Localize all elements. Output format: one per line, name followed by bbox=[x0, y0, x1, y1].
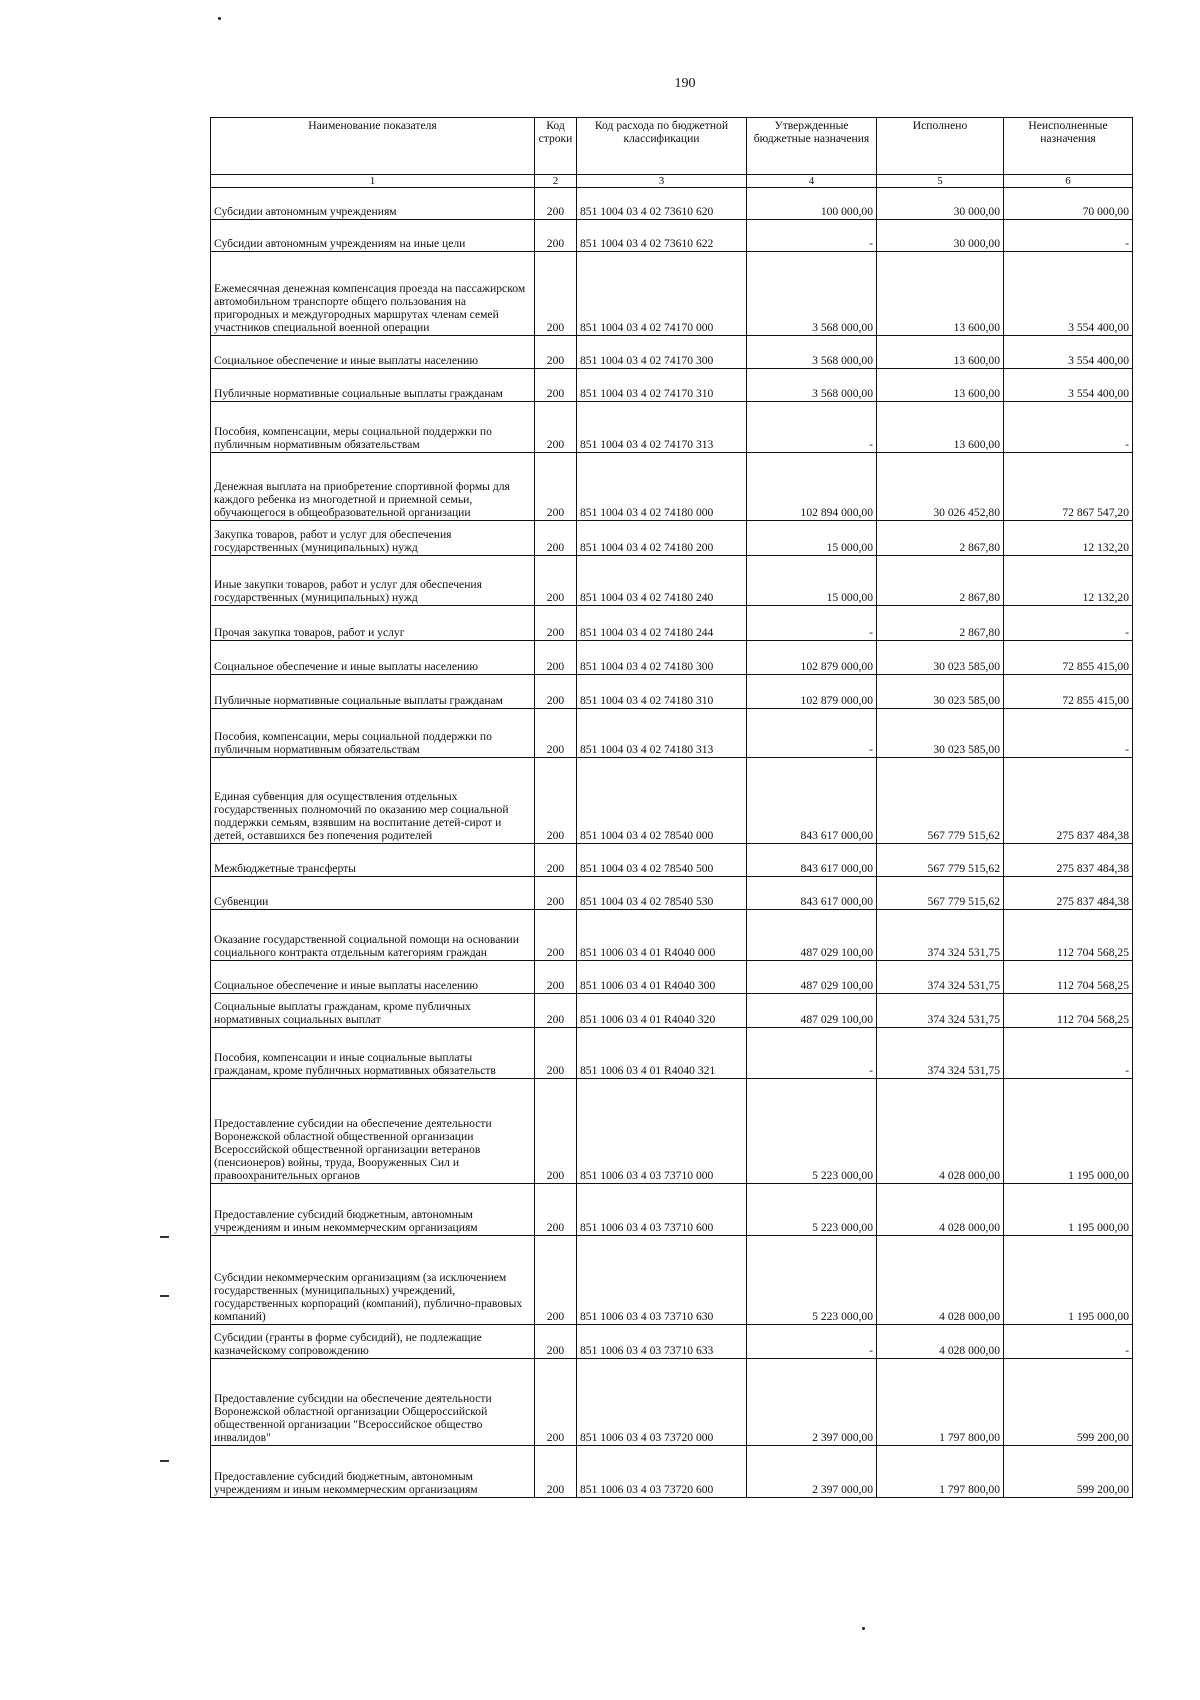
classification-code: 851 1006 03 4 01 R4040 320 bbox=[577, 994, 747, 1028]
indicator-name: Публичные нормативные социальные выплаты гражданам bbox=[211, 369, 535, 402]
table-row bbox=[211, 758, 1133, 844]
column-number: 2 bbox=[535, 175, 577, 188]
executed-amount: 1 797 800,00 bbox=[877, 1359, 1004, 1446]
row-code: 200 bbox=[535, 556, 577, 606]
table-row bbox=[211, 606, 1133, 641]
approved-amount: - bbox=[747, 220, 877, 252]
table-row bbox=[211, 369, 1133, 402]
column-number: 6 bbox=[1004, 175, 1133, 188]
indicator-name: Денежная выплата на приобретение спортивной формы для каждого ребенка из многодетной и приемной семьи, обучающегося в общеобразовательной организации bbox=[211, 453, 535, 521]
indicator-name: Публичные нормативные социальные выплаты гражданам bbox=[211, 675, 535, 709]
indicator-name: Предоставление субсидий бюджетным, автономным учреждениям и иным некоммерческим организациям bbox=[211, 1446, 535, 1498]
classification-code: 851 1004 03 4 02 74180 300 bbox=[577, 641, 747, 675]
indicator-name: Прочая закупка товаров, работ и услуг bbox=[211, 606, 535, 641]
row-code: 200 bbox=[535, 961, 577, 994]
indicator-name: Социальное обеспечение и иные выплаты населению bbox=[211, 641, 535, 675]
executed-amount: 1 797 800,00 bbox=[877, 1446, 1004, 1498]
row-code: 200 bbox=[535, 521, 577, 556]
indicator-name: Предоставление субсидии на обеспечение деятельности Воронежской областной организации Общероссийской общественной организации "Всероссийское общество инвалидов" bbox=[211, 1359, 535, 1446]
approved-amount: 15 000,00 bbox=[747, 521, 877, 556]
executed-amount: 374 324 531,75 bbox=[877, 994, 1004, 1028]
unexecuted-amount: 1 195 000,00 bbox=[1004, 1236, 1133, 1325]
executed-amount: 13 600,00 bbox=[877, 369, 1004, 402]
table-row bbox=[211, 709, 1133, 758]
row-code: 200 bbox=[535, 877, 577, 910]
indicator-name: Пособия, компенсации и иные социальные выплаты гражданам, кроме публичных нормативных обязательств bbox=[211, 1028, 535, 1079]
classification-code: 851 1004 03 4 02 74170 310 bbox=[577, 369, 747, 402]
approved-amount: 843 617 000,00 bbox=[747, 758, 877, 844]
table-row bbox=[211, 641, 1133, 675]
executed-amount: 30 023 585,00 bbox=[877, 709, 1004, 758]
table-row bbox=[211, 877, 1133, 910]
classification-code: 851 1004 03 4 02 74180 313 bbox=[577, 709, 747, 758]
approved-amount: 487 029 100,00 bbox=[747, 910, 877, 961]
indicator-name: Субсидии некоммерческим организациям (за исключением государственных (муниципальных) учреждений, государственных корпораций (компаний), публично-правовых компаний) bbox=[211, 1236, 535, 1325]
table-row bbox=[211, 453, 1133, 521]
indicator-name: Оказание государственной социальной помощи на основании социального контракта отдельным категориям граждан bbox=[211, 910, 535, 961]
table-row bbox=[211, 1079, 1133, 1184]
approved-amount: - bbox=[747, 606, 877, 641]
approved-amount: 3 568 000,00 bbox=[747, 369, 877, 402]
table-row bbox=[211, 844, 1133, 877]
approved-amount: 2 397 000,00 bbox=[747, 1359, 877, 1446]
column-number-row bbox=[211, 175, 1133, 188]
header-row-code: Код строки bbox=[535, 118, 577, 175]
row-code: 200 bbox=[535, 252, 577, 336]
approved-amount: - bbox=[747, 1028, 877, 1079]
scan-speck bbox=[218, 17, 221, 20]
row-code: 200 bbox=[535, 910, 577, 961]
unexecuted-amount: 112 704 568,25 bbox=[1004, 961, 1133, 994]
table-row bbox=[211, 994, 1133, 1028]
indicator-name: Социальное обеспечение и иные выплаты населению bbox=[211, 336, 535, 369]
table-row bbox=[211, 1359, 1133, 1446]
table-row bbox=[211, 220, 1133, 252]
executed-amount: 567 779 515,62 bbox=[877, 758, 1004, 844]
executed-amount: 13 600,00 bbox=[877, 336, 1004, 369]
indicator-name: Единая субвенция для осуществления отдельных государственных полномочий по оказанию мер социальной поддержки семьям, взявшим на воспитание детей-сирот и детей, оставшихся без попечения родителей bbox=[211, 758, 535, 844]
unexecuted-amount: 12 132,20 bbox=[1004, 521, 1133, 556]
approved-amount: 3 568 000,00 bbox=[747, 252, 877, 336]
executed-amount: 2 867,80 bbox=[877, 606, 1004, 641]
header-name: Наименование показателя bbox=[211, 118, 535, 175]
header-row bbox=[211, 118, 1133, 175]
indicator-name: Закупка товаров, работ и услуг для обеспечения государственных (муниципальных) нужд bbox=[211, 521, 535, 556]
table-row bbox=[211, 675, 1133, 709]
budget-execution-table bbox=[210, 117, 1133, 1498]
approved-amount: 100 000,00 bbox=[747, 188, 877, 220]
unexecuted-amount: 275 837 484,38 bbox=[1004, 758, 1133, 844]
classification-code: 851 1004 03 4 02 74170 000 bbox=[577, 252, 747, 336]
table-row bbox=[211, 1028, 1133, 1079]
row-code: 200 bbox=[535, 758, 577, 844]
unexecuted-amount: 1 195 000,00 bbox=[1004, 1184, 1133, 1236]
unexecuted-amount: 72 855 415,00 bbox=[1004, 641, 1133, 675]
classification-code: 851 1004 03 4 02 78540 500 bbox=[577, 844, 747, 877]
classification-code: 851 1006 03 4 01 R4040 300 bbox=[577, 961, 747, 994]
unexecuted-amount: - bbox=[1004, 220, 1133, 252]
row-code: 200 bbox=[535, 1028, 577, 1079]
row-code: 200 bbox=[535, 994, 577, 1028]
unexecuted-amount: - bbox=[1004, 1325, 1133, 1359]
row-code: 200 bbox=[535, 1446, 577, 1498]
classification-code: 851 1004 03 4 02 74180 200 bbox=[577, 521, 747, 556]
executed-amount: 13 600,00 bbox=[877, 402, 1004, 453]
unexecuted-amount: 3 554 400,00 bbox=[1004, 336, 1133, 369]
row-code: 200 bbox=[535, 220, 577, 252]
executed-amount: 30 026 452,80 bbox=[877, 453, 1004, 521]
classification-code: 851 1004 03 4 02 74180 240 bbox=[577, 556, 747, 606]
row-code: 200 bbox=[535, 1325, 577, 1359]
classification-code: 851 1004 03 4 02 74180 000 bbox=[577, 453, 747, 521]
executed-amount: 30 023 585,00 bbox=[877, 675, 1004, 709]
header-class-code: Код расхода по бюджетной классификации bbox=[577, 118, 747, 175]
column-number: 4 bbox=[747, 175, 877, 188]
indicator-name: Предоставление субсидий бюджетным, автономным учреждениям и иным некоммерческим организациям bbox=[211, 1184, 535, 1236]
approved-amount: 487 029 100,00 bbox=[747, 994, 877, 1028]
row-code: 200 bbox=[535, 844, 577, 877]
column-number: 1 bbox=[211, 175, 535, 188]
scan-speck bbox=[862, 1627, 865, 1630]
approved-amount: - bbox=[747, 709, 877, 758]
column-number: 5 bbox=[877, 175, 1004, 188]
row-code: 200 bbox=[535, 188, 577, 220]
header-approved: Утвержденные бюджетные назначения bbox=[747, 118, 877, 175]
unexecuted-amount: 275 837 484,38 bbox=[1004, 877, 1133, 910]
row-code: 200 bbox=[535, 369, 577, 402]
executed-amount: 30 000,00 bbox=[877, 188, 1004, 220]
row-code: 200 bbox=[535, 1359, 577, 1446]
approved-amount: 102 879 000,00 bbox=[747, 641, 877, 675]
table-row bbox=[211, 556, 1133, 606]
classification-code: 851 1006 03 4 03 73710 633 bbox=[577, 1325, 747, 1359]
unexecuted-amount: 12 132,20 bbox=[1004, 556, 1133, 606]
classification-code: 851 1004 03 4 02 74170 313 bbox=[577, 402, 747, 453]
executed-amount: 567 779 515,62 bbox=[877, 877, 1004, 910]
indicator-name: Субсидии автономным учреждениям на иные цели bbox=[211, 220, 535, 252]
classification-code: 851 1006 03 4 03 73720 000 bbox=[577, 1359, 747, 1446]
table-row bbox=[211, 1446, 1133, 1498]
classification-code: 851 1006 03 4 03 73720 600 bbox=[577, 1446, 747, 1498]
row-code: 200 bbox=[535, 675, 577, 709]
table-row bbox=[211, 1236, 1133, 1325]
executed-amount: 567 779 515,62 bbox=[877, 844, 1004, 877]
approved-amount: 3 568 000,00 bbox=[747, 336, 877, 369]
unexecuted-amount: 1 195 000,00 bbox=[1004, 1079, 1133, 1184]
approved-amount: 487 029 100,00 bbox=[747, 961, 877, 994]
executed-amount: 374 324 531,75 bbox=[877, 961, 1004, 994]
classification-code: 851 1004 03 4 02 73610 620 bbox=[577, 188, 747, 220]
header-executed: Исполнено bbox=[877, 118, 1004, 175]
table-row bbox=[211, 1325, 1133, 1359]
table-row bbox=[211, 521, 1133, 556]
classification-code: 851 1004 03 4 02 74180 310 bbox=[577, 675, 747, 709]
row-code: 200 bbox=[535, 606, 577, 641]
row-code: 200 bbox=[535, 1236, 577, 1325]
classification-code: 851 1006 03 4 01 R4040 321 bbox=[577, 1028, 747, 1079]
unexecuted-amount: - bbox=[1004, 606, 1133, 641]
executed-amount: 2 867,80 bbox=[877, 521, 1004, 556]
unexecuted-amount: 275 837 484,38 bbox=[1004, 844, 1133, 877]
row-code: 200 bbox=[535, 641, 577, 675]
indicator-name: Иные закупки товаров, работ и услуг для обеспечения государственных (муниципальных) нужд bbox=[211, 556, 535, 606]
header-unexecuted: Неисполненные назначения bbox=[1004, 118, 1133, 175]
table-row bbox=[211, 188, 1133, 220]
approved-amount: 5 223 000,00 bbox=[747, 1184, 877, 1236]
unexecuted-amount: 599 200,00 bbox=[1004, 1446, 1133, 1498]
unexecuted-amount: - bbox=[1004, 709, 1133, 758]
table-row bbox=[211, 1184, 1133, 1236]
classification-code: 851 1004 03 4 02 74180 244 bbox=[577, 606, 747, 641]
unexecuted-amount: 599 200,00 bbox=[1004, 1359, 1133, 1446]
approved-amount: 102 894 000,00 bbox=[747, 453, 877, 521]
scan-speck bbox=[160, 1460, 169, 1462]
page-number: 190 bbox=[674, 76, 696, 91]
executed-amount: 30 023 585,00 bbox=[877, 641, 1004, 675]
unexecuted-amount: 3 554 400,00 bbox=[1004, 252, 1133, 336]
indicator-name: Предоставление субсидии на обеспечение деятельности Воронежской областной общественной организации Всероссийской общественной организации ветеранов (пенсионеров) войны, труда, Вооруженных Сил и правоохранительных органов bbox=[211, 1079, 535, 1184]
approved-amount: 2 397 000,00 bbox=[747, 1446, 877, 1498]
classification-code: 851 1006 03 4 01 R4040 000 bbox=[577, 910, 747, 961]
approved-amount: 843 617 000,00 bbox=[747, 844, 877, 877]
classification-code: 851 1004 03 4 02 74170 300 bbox=[577, 336, 747, 369]
table-row bbox=[211, 402, 1133, 453]
row-code: 200 bbox=[535, 402, 577, 453]
row-code: 200 bbox=[535, 453, 577, 521]
unexecuted-amount: - bbox=[1004, 402, 1133, 453]
indicator-name: Субсидии (гранты в форме субсидий), не подлежащие казначейскому сопровождению bbox=[211, 1325, 535, 1359]
unexecuted-amount: 72 867 547,20 bbox=[1004, 453, 1133, 521]
indicator-name: Межбюджетные трансферты bbox=[211, 844, 535, 877]
approved-amount: 102 879 000,00 bbox=[747, 675, 877, 709]
indicator-name: Пособия, компенсации, меры социальной поддержки по публичным нормативным обязательствам bbox=[211, 402, 535, 453]
executed-amount: 13 600,00 bbox=[877, 252, 1004, 336]
unexecuted-amount: 112 704 568,25 bbox=[1004, 994, 1133, 1028]
unexecuted-amount: 3 554 400,00 bbox=[1004, 369, 1133, 402]
approved-amount: - bbox=[747, 1325, 877, 1359]
executed-amount: 374 324 531,75 bbox=[877, 1028, 1004, 1079]
executed-amount: 374 324 531,75 bbox=[877, 910, 1004, 961]
indicator-name: Ежемесячная денежная компенсация проезда на пассажирском автомобильном транспорте общего пользования на пригородных и междугородных маршрутах членам семей участников специальной военной операции bbox=[211, 252, 535, 336]
approved-amount: 15 000,00 bbox=[747, 556, 877, 606]
scan-speck bbox=[160, 1295, 169, 1297]
classification-code: 851 1006 03 4 03 73710 600 bbox=[577, 1184, 747, 1236]
executed-amount: 4 028 000,00 bbox=[877, 1325, 1004, 1359]
unexecuted-amount: 112 704 568,25 bbox=[1004, 910, 1133, 961]
approved-amount: - bbox=[747, 402, 877, 453]
table-row bbox=[211, 336, 1133, 369]
indicator-name: Социальные выплаты гражданам, кроме публичных нормативных социальных выплат bbox=[211, 994, 535, 1028]
executed-amount: 30 000,00 bbox=[877, 220, 1004, 252]
approved-amount: 5 223 000,00 bbox=[747, 1236, 877, 1325]
indicator-name: Субвенции bbox=[211, 877, 535, 910]
column-number: 3 bbox=[577, 175, 747, 188]
approved-amount: 5 223 000,00 bbox=[747, 1079, 877, 1184]
row-code: 200 bbox=[535, 1184, 577, 1236]
executed-amount: 4 028 000,00 bbox=[877, 1184, 1004, 1236]
scan-speck bbox=[160, 1236, 169, 1238]
table-row bbox=[211, 961, 1133, 994]
classification-code: 851 1004 03 4 02 73610 622 bbox=[577, 220, 747, 252]
executed-amount: 4 028 000,00 bbox=[877, 1236, 1004, 1325]
executed-amount: 4 028 000,00 bbox=[877, 1079, 1004, 1184]
row-code: 200 bbox=[535, 709, 577, 758]
row-code: 200 bbox=[535, 336, 577, 369]
approved-amount: 843 617 000,00 bbox=[747, 877, 877, 910]
classification-code: 851 1004 03 4 02 78540 000 bbox=[577, 758, 747, 844]
row-code: 200 bbox=[535, 1079, 577, 1184]
indicator-name: Социальное обеспечение и иные выплаты населению bbox=[211, 961, 535, 994]
indicator-name: Пособия, компенсации, меры социальной поддержки по публичным нормативным обязательствам bbox=[211, 709, 535, 758]
classification-code: 851 1006 03 4 03 73710 000 bbox=[577, 1079, 747, 1184]
indicator-name: Субсидии автономным учреждениям bbox=[211, 188, 535, 220]
classification-code: 851 1004 03 4 02 78540 530 bbox=[577, 877, 747, 910]
unexecuted-amount: 72 855 415,00 bbox=[1004, 675, 1133, 709]
unexecuted-amount: - bbox=[1004, 1028, 1133, 1079]
classification-code: 851 1006 03 4 03 73710 630 bbox=[577, 1236, 747, 1325]
table-row bbox=[211, 252, 1133, 336]
executed-amount: 2 867,80 bbox=[877, 556, 1004, 606]
unexecuted-amount: 70 000,00 bbox=[1004, 188, 1133, 220]
table-row bbox=[211, 910, 1133, 961]
